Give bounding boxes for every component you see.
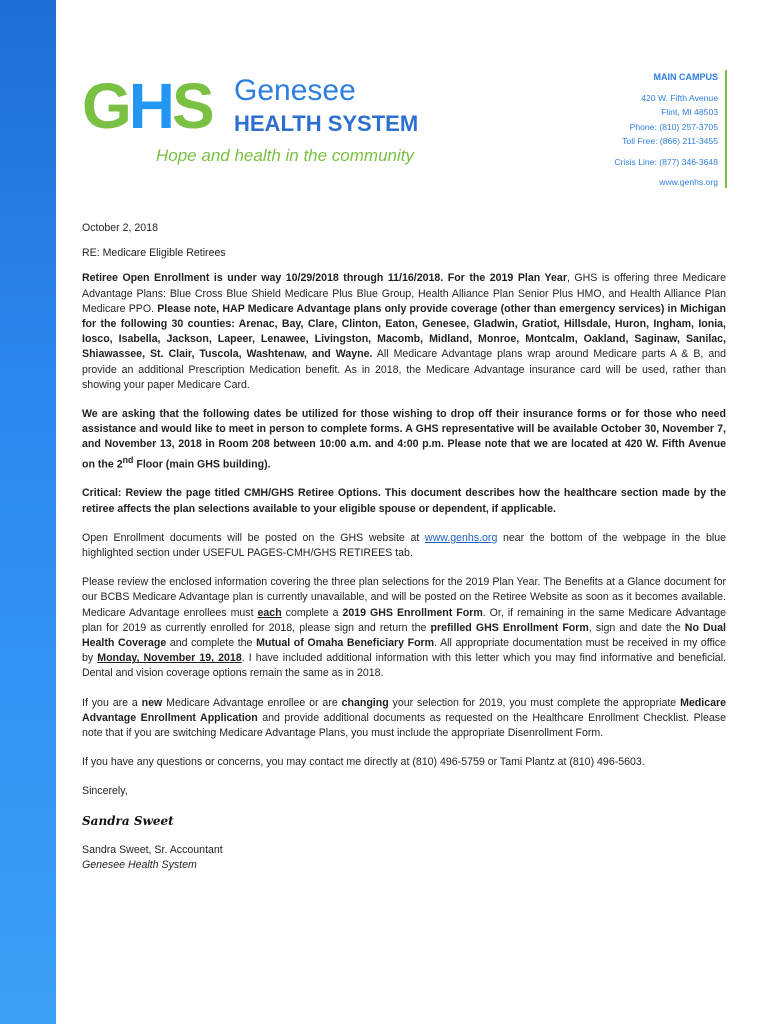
signer-name-title: Sandra Sweet, Sr. Accountant — [82, 843, 223, 856]
paragraph-contact: If you have any questions or concerns, you may contact me directly at (810) 496-5759 or Tami Plantz at (810) 496-5603. — [82, 756, 645, 769]
campus-website[interactable]: www.genhs.org — [659, 177, 718, 187]
letter-date: October 2, 2018 — [82, 222, 158, 234]
campus-address-line2: Flint, MI 48503 — [661, 107, 718, 117]
letter-body — [82, 221, 726, 873]
ghs-logo — [82, 70, 462, 174]
campus-crisis-line: Crisis Line: (877) 346-3648 — [614, 156, 718, 167]
logo-health-system-text: HEALTH SYSTEM — [234, 111, 419, 136]
paragraph-open-enrollment: Retiree Open Enrollment is under way 10/29/2018 through 11/16/2018. For the 2019 Plan Year, GHS is offering three Medicare Advantage Plans: Blue Cross Blue Shield Medicare Plus Blue Group, Health Alliance Plan Senior Plus HMO, and Health Alliance Plan Medicare PPO. Please note, HAP Medicare Advantage plans only provide coverage (other than emergency services) in Michigan for the following 30 counties: Arenac, Bay, Clare, Clinton, Eaton, Genesee, Gladwin, Gratiot, Hillsdale, Huron, Ingham, Ionia, Iosco, Isabella, Jackson, Lapeer, Lenawee, Livingston, Macomb, Midland, Monroe, Montcalm, Oakland, Saginaw, Sanilac, Shiawassee, St. Clair, Tuscola, Washtenaw, and Wayne. All Medicare Advantage plans wrap around Medicare parts A & B, and provide an additional Prescription Medication benefit. As in 2018, the Medicare Advantage insurance card will be used, rather than showing your paper Medicare Card. — [82, 272, 726, 391]
paragraph-critical-review: Critical: Review the page titled CMH/GHS Retiree Options. This document describes how the healthcare section made by the retiree affects the plan selections available to your eligible spouse or dependent, if applicable. — [82, 487, 726, 515]
paragraph-plan-selections: Please review the enclosed information covering the three plan selections for the 2019 Plan Year. The Benefits at a Glance document for our BCBS Medicare Advantage plan is currently unavailable, and will be posted on the Retiree Website as soon as it becomes available. Medicare Advantage enrollees must each complete a 2019 GHS Enrollment Form. Or, if remaining in the same Medicare Advantage plan for 2019 as currently enrolled for 2018, please sign and return the prefilled GHS Enrollment Form, sign and date the No Dual Health Coverage and complete the Mutual of Omaha Beneficiary Form. All appropriate documentation must be received in my office by Monday, November 19, 2018. I have included additional information with this letter which you may find informative and beneficial. Dental and vision coverage options remain the same as in 2018. — [82, 576, 726, 680]
paragraph-new-enrollee: If you are a new Medicare Advantage enrollee or are changing your selection for 2019, you must complete the appropriate Medicare Advantage Enrollment Application and provide additional documents as requested on the Healthcare Enrollment Checklist. Please note that if you are switching Medicare Advantage Plans, you must include the appropriate Disenrollment Form. — [82, 696, 726, 740]
paragraph-dropoff-dates: We are asking that the following dates be utilized for those wishing to drop off their insurance forms or for those who need assistance and would like to meet in person to complete forms. A GHS representative will be available October 30, November 7, and November 13, 2018 in Room 208 between 10:00 a.m. and 4:00 p.m. Please note that we are located at 420 W. Fifth Avenue on the 2nd Floor (main GHS building). — [82, 408, 726, 471]
header-divider — [725, 70, 727, 188]
campus-address-line1: 420 W. Fifth Avenue — [641, 92, 718, 103]
letter-re-line: RE: Medicare Eligible Retirees — [82, 247, 226, 260]
logo-tagline: Hope and health in the community — [156, 146, 414, 165]
logo-genesee-text: Genesee — [234, 74, 356, 107]
campus-tollfree: Toll Free: (866) 211-3455 — [622, 136, 718, 146]
campus-title: MAIN CAMPUS — [653, 72, 718, 82]
side-accent-bar — [0, 0, 56, 1024]
logo-monogram: GHS — [82, 70, 212, 142]
handwritten-signature: Sandra Sweet — [82, 813, 174, 828]
paragraph-documents-website: Open Enrollment documents will be posted on the GHS website at www.genhs.org near the bottom of the webpage in the blue highlighted section under USEFUL PAGES-CMH/GHS RETIREES tab. — [82, 531, 726, 559]
signer-organization: Genesee Health System — [82, 859, 197, 872]
genhs-website-link[interactable]: www.genhs.org — [424, 531, 498, 544]
campus-phone: Phone: (810) 257-3705 — [629, 121, 718, 132]
campus-contact-block — [558, 70, 718, 190]
letter-closing: Sincerely, — [82, 785, 128, 798]
